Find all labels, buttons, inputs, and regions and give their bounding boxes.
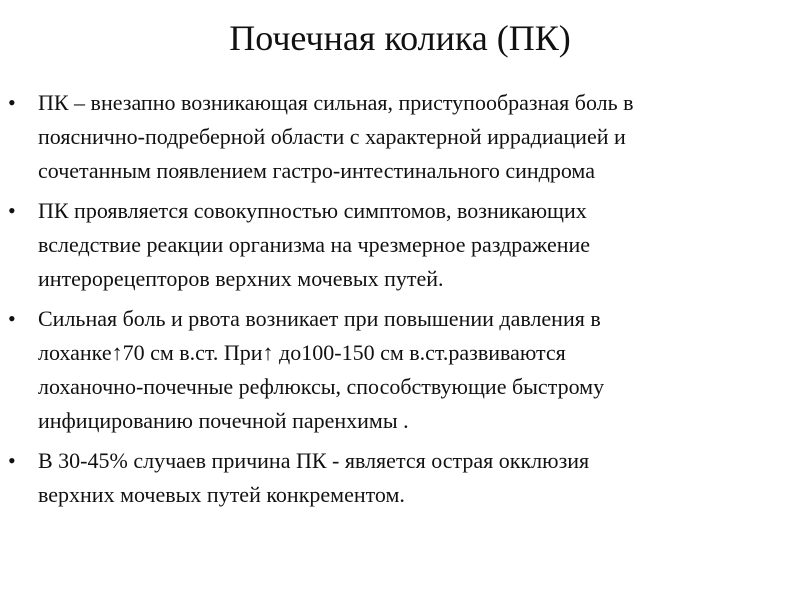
bullet-line: лоханке↑70 см в.ст. При↑ до100-150 см в.ст.развиваются [38,340,566,365]
bullet-item-3 [0,302,790,438]
bullet-line: Сильная боль и рвота возникает при повышении давления в [38,306,601,331]
bullet-line: пояснично-подреберной области с характерной иррадиацией и [38,124,626,149]
slide-title: Почечная колика (ПК) [229,18,571,58]
bullet-item-2 [0,194,790,296]
bullet-item-1 [0,86,790,188]
bullet-line: В 30-45% случаев причина ПК - является острая окклюзия [38,448,590,473]
bullet-item-4 [0,444,790,512]
bullet-list [0,86,790,518]
bullet-line: ПК проявляется совокупностью симптомов, возникающих [38,198,587,223]
bullet-line: интерорецепторов верхних мочевых путей. [38,266,444,291]
bullet-point-icon: • [8,198,16,223]
bullet-line: ПК – внезапно возникающая сильная, приступообразная боль в [38,90,634,115]
bullet-point-icon: • [8,306,16,331]
bullet-line: сочетанным появлением гастро-интестинального синдрома [38,158,595,183]
bullet-line: верхних мочевых путей конкрементом. [38,482,405,507]
bullet-line: вследствие реакции организма на чрезмерное раздражение [38,232,591,257]
bullet-point-icon: • [8,90,16,115]
bullet-point-icon: • [8,448,16,473]
bullet-line: инфицированию почечной паренхимы . [38,408,409,433]
bullet-line: лоханочно-почечные рефлюксы, способствующие быстрому [38,374,605,399]
